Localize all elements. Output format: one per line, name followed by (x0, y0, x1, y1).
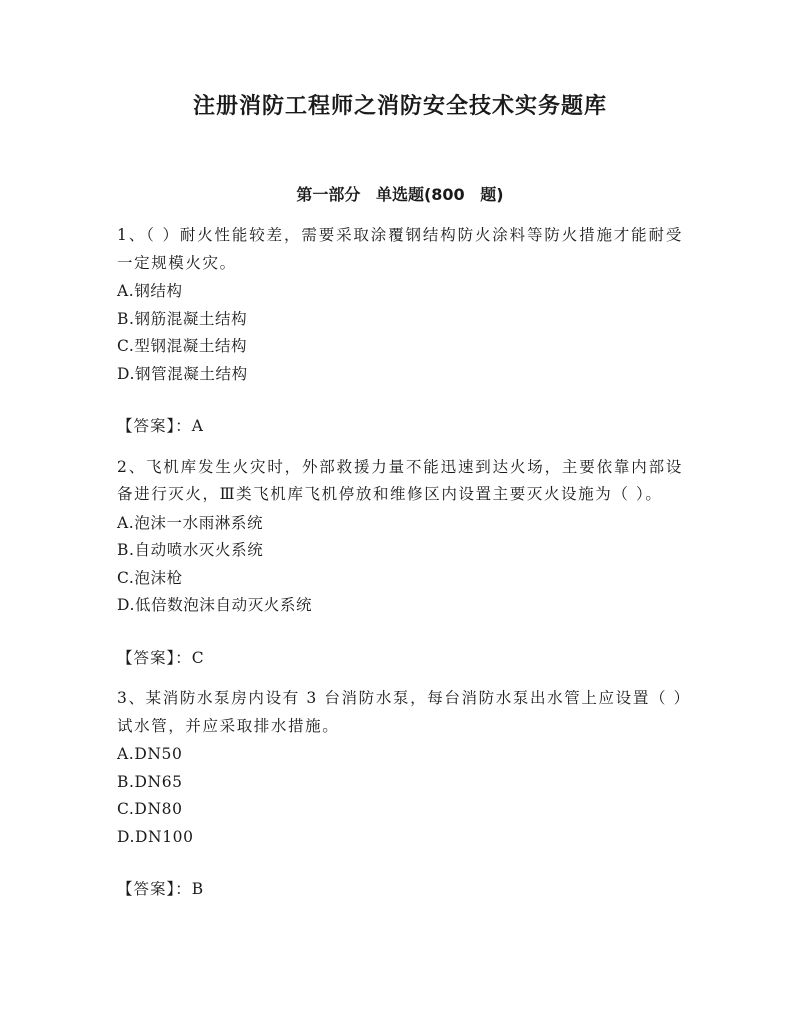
answer-value: B (191, 880, 204, 898)
option-a: A.DN50 (117, 745, 183, 763)
question-3 (117, 685, 683, 904)
option-d: D.低倍数泡沫自动灭火系统 (117, 596, 313, 614)
answer-value: C (191, 648, 205, 667)
option-d: D.DN100 (117, 827, 194, 846)
option-list (117, 278, 683, 388)
question-stem: 1、（ ）耐火性能较差，需要采取涂覆钢结构防火涂料等防火措施才能耐受一定规模火灾。 (117, 226, 683, 272)
answer-value: A (191, 417, 204, 435)
option-list (117, 741, 683, 851)
answer-label: 【答案】： (117, 648, 192, 667)
question-list (117, 222, 683, 917)
answer-label: 【答案】： (117, 880, 192, 898)
question-1 (117, 222, 683, 441)
answer-line (117, 413, 683, 441)
option-c: C.泡沫枪 (117, 568, 183, 587)
answer-line (117, 645, 683, 673)
option-b: B.钢筋混凝土结构 (117, 309, 248, 328)
document-title: 注册消防工程师之消防安全技术实务题库 (192, 94, 607, 119)
question-stem: 2、飞机库发生火灾时，外部救援力量不能迅速到达火场，主要依靠内部设备进行灭火，Ⅲ类飞机库飞机停放和维修区内设置主要灭火设施为（ ）。 (117, 457, 683, 503)
option-a: A.泡沫一水雨淋系统 (117, 513, 264, 532)
answer-line (117, 876, 683, 904)
question-2 (117, 454, 683, 673)
question-stem: 3、某消防水泵房内设有 3 台消防水泵，每台消防水泵出水管上应设置（ ）试水管，并应采取排水措施。 (117, 689, 683, 735)
option-b: B.自动喷水灭火系统 (117, 541, 264, 559)
option-list (117, 510, 683, 620)
option-c: C.型钢混凝土结构 (117, 337, 248, 355)
option-a: A.钢结构 (117, 282, 183, 300)
option-c: C.DN80 (117, 800, 183, 818)
answer-label: 【答案】： (117, 417, 192, 435)
section-title: 第一部分 单选题(800 题) (296, 185, 504, 204)
option-b: B.DN65 (117, 772, 183, 791)
option-d: D.钢管混凝土结构 (117, 364, 248, 383)
